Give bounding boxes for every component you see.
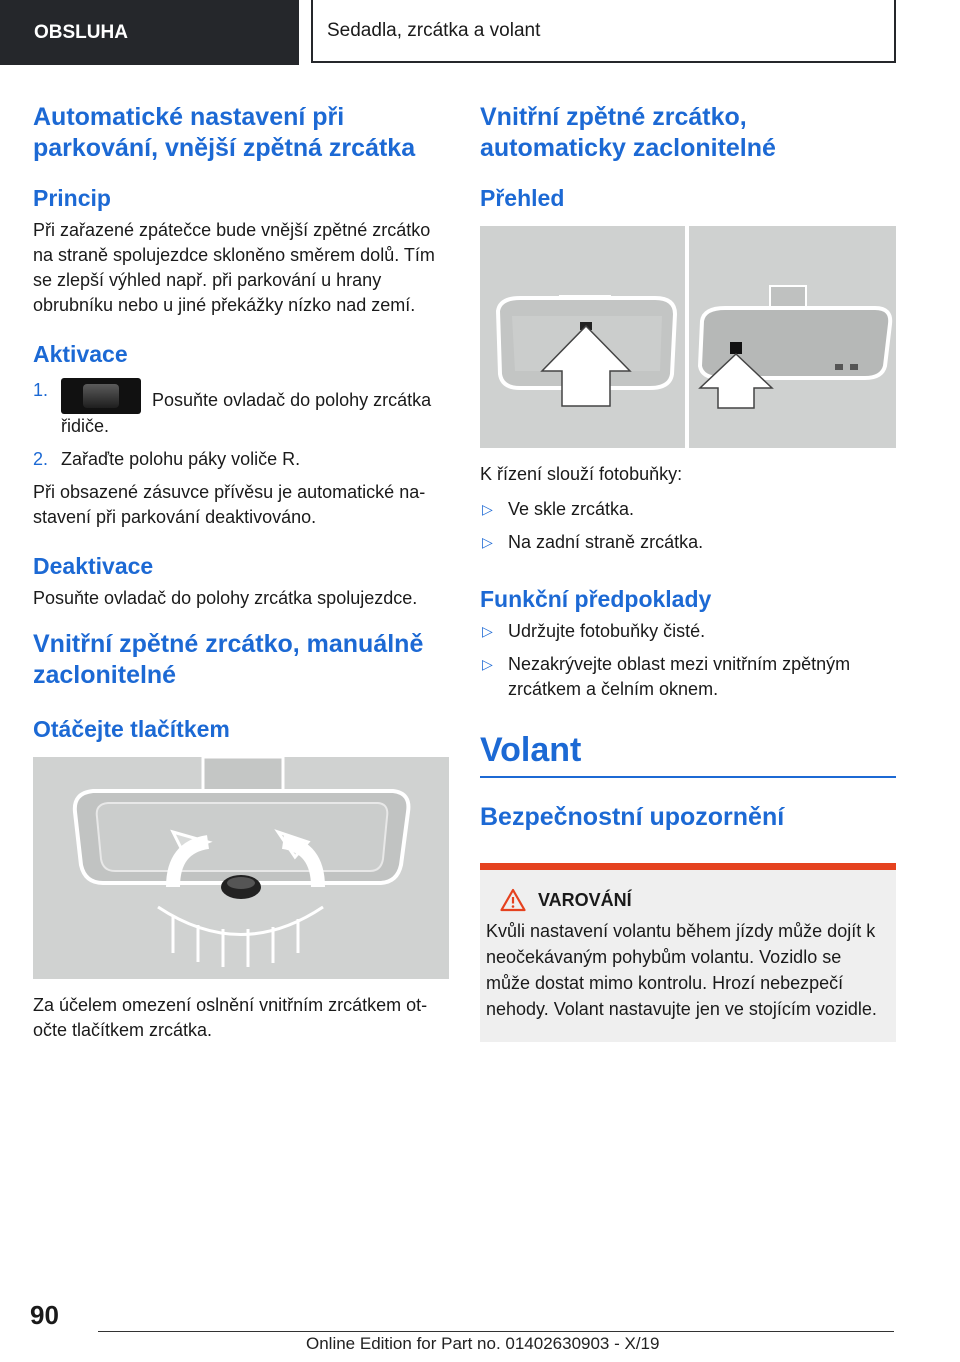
manual-dimming-heading: Vnitřní zpětné zrcátko, manuálně zaclonitelné: [33, 630, 424, 689]
activation-note: Při obsazené zásuvce přívěsu je automatické nastavení při parkování deaktivováno.: [33, 482, 426, 527]
triangle-bullet-icon: ▷: [482, 623, 493, 639]
steering-wheel-heading: Volant: [480, 730, 896, 778]
step-text: Zařaďte polohu páky voliče R.: [61, 449, 301, 469]
warning-triangle-icon: [500, 888, 526, 912]
right-column: [480, 102, 896, 1042]
activation-step-1: [33, 378, 449, 439]
warning-box: [480, 863, 896, 1042]
rotate-button-heading: Otáčejte tlačítkem: [33, 716, 230, 742]
deactivation-heading: Deaktivace: [33, 553, 154, 579]
warning-header: [486, 888, 880, 912]
parking-mirror-heading: Automatické nastavení při parkování, vnější zpětná zrcátka: [33, 103, 416, 162]
auto-mirror-illustration: [480, 226, 896, 448]
sensor-item: [480, 497, 896, 522]
triangle-bullet-icon: ▷: [482, 501, 493, 517]
triangle-bullet-icon: ▷: [482, 534, 493, 550]
safety-heading: Bezpečnostní upozornění: [480, 803, 785, 831]
header-section-label: OBSLUHA: [34, 21, 128, 43]
header-title-label: Sedadla, zrcátka a volant: [327, 19, 541, 41]
activation-heading: Aktivace: [33, 341, 128, 367]
sensor-intro: K řízení slouží fotobuňky:: [480, 464, 683, 484]
sensor-item: [480, 530, 896, 555]
warning-text: Kvůli nastavení volantu během jízdy může dojít k neočekávaným pohybům volantu. Vozidlo se může dostat mimo kontrolu. Hrozí nebezpečí nehody. Volant nastavujte jen ve stojícím vozidle.: [486, 921, 877, 1019]
header-chapter-title: [311, 0, 896, 63]
left-column: [33, 102, 449, 1053]
requirements-heading: Funkční předpoklady: [480, 586, 712, 612]
page-number: 90: [30, 1300, 59, 1330]
footer-edition: Online Edition for Part no. 01402630903 - X/19: [306, 1334, 660, 1353]
manual-mirror-illustration: [33, 757, 449, 979]
step-text: Posuňte ovladač do polohy zrcátka řidiče.: [61, 390, 432, 436]
step-number: 2.: [33, 449, 49, 469]
auto-dimming-heading: Vnitřní zpětné zrcátko, automaticky zaclonitelné: [480, 103, 776, 162]
mirror-switch-button-icon: [61, 378, 141, 414]
principle-text: Při zařazené zpátečce bude vnější zpětné zrcátko na straně spolujezdce skloněno směrem dolů. Tím se zlepší výhled např. při parkování u hrany obrubníku nebo u jiné překážky nízko nad zemí.: [33, 220, 435, 315]
deactivation-text: Posuňte ovladač do polohy zrcátka spolujezdce.: [33, 588, 418, 608]
requirement-item-text: Udržujte fotobuňky čisté.: [508, 621, 706, 641]
requirement-item: [480, 619, 896, 644]
sensor-item-text: Na zadní straně zrcátka.: [508, 532, 704, 552]
warning-label: VAROVÁNÍ: [538, 889, 632, 910]
manual-dimming-text: Za účelem omezení oslnění vnitřním zrcátkem otočte tlačítkem zrcátka.: [33, 995, 428, 1040]
footer-divider: [98, 1331, 894, 1332]
step-number: 1.: [33, 380, 49, 400]
requirement-item: [480, 652, 896, 702]
activation-step-2: [33, 447, 449, 472]
principle-heading: Princip: [33, 185, 111, 211]
overview-heading: Přehled: [480, 185, 565, 211]
header-section-tab: [0, 0, 299, 65]
requirement-item-text: Nezakrývejte oblast mezi vnitřním zpětným zrcátkem a čelním oknem.: [508, 654, 851, 699]
triangle-bullet-icon: ▷: [482, 656, 493, 672]
sensor-item-text: Ve skle zrcátka.: [508, 499, 635, 519]
